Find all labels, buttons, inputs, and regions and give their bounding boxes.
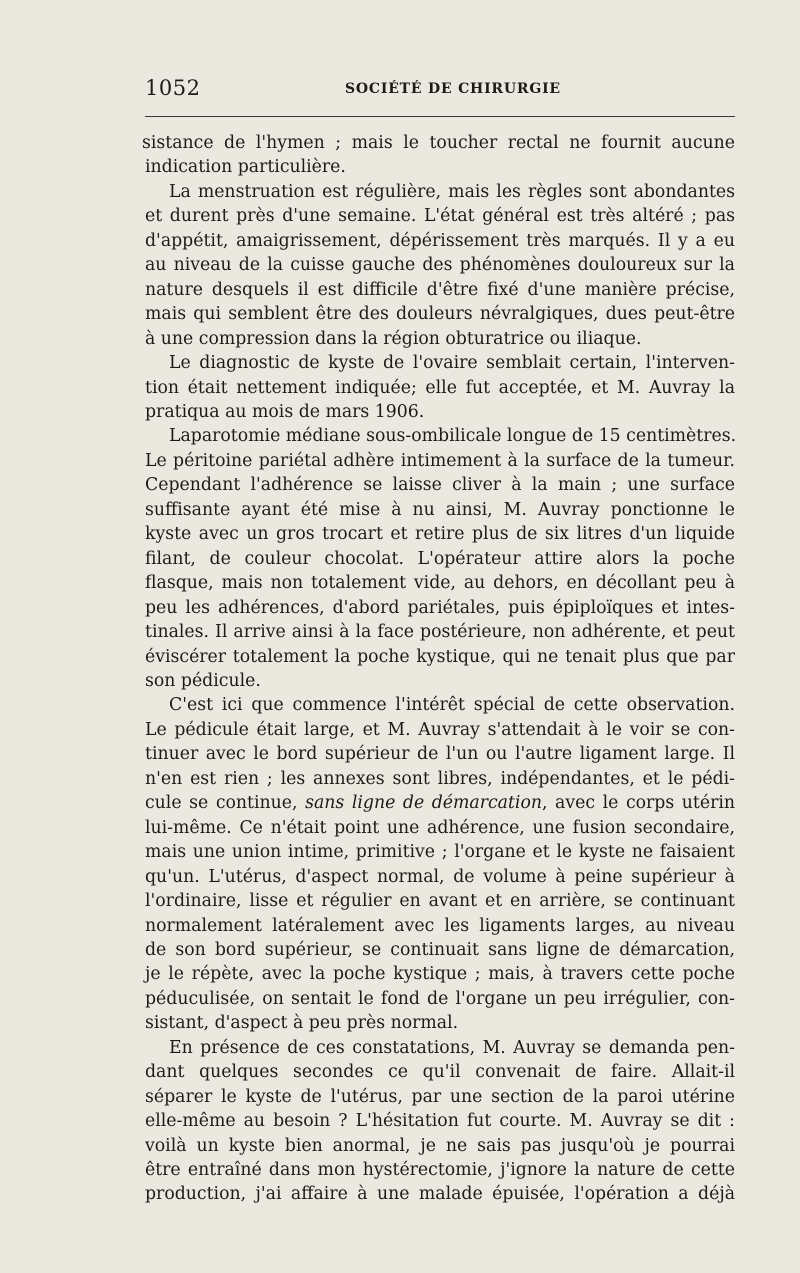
body-text	[142, 131, 737, 1207]
header-rule	[145, 116, 735, 117]
text-line: suffisante ayant été mise à nu ainsi, M. Auvray ponctionne le	[145, 499, 735, 520]
text-line: éviscérer totalement la poche kystique, qui ne tenait plus que par	[145, 646, 735, 667]
text-line: normalement latéralement avec les ligaments larges, au niveau	[145, 915, 735, 936]
text-line: tinuer avec le bord supérieur de l'un ou l'autre ligament large. Il	[145, 744, 735, 765]
page-number: 1052	[145, 76, 201, 100]
text-line: voilà un kyste bien anormal, je ne sais pas jusqu'où je pourrai	[145, 1135, 735, 1156]
text-line: dant quelques secondes ce qu'il convenait de faire. Allait-il	[145, 1062, 735, 1083]
text-line: au niveau de la cuisse gauche des phénomènes douloureux sur la	[145, 255, 735, 276]
text-line: En présence de ces constatations, M. Auvray se demanda pen-	[169, 1037, 735, 1058]
text-line: Le pédicule était large, et M. Auvray s'attendait à le voir se con-	[145, 719, 735, 740]
text-line: Le péritoine pariétal adhère intimement à la surface de la tumeur.	[145, 450, 735, 471]
text-line: filant, de couleur chocolat. L'opérateur attire alors la poche	[145, 548, 735, 569]
text-line: je le répète, avec la poche kystique ; mais, à travers cette poche	[145, 964, 735, 985]
text-line: elle-même au besoin ? L'hésitation fut courte. M. Auvray se dit :	[145, 1111, 735, 1132]
running-head: SOCIÉTÉ DE CHIRURGIE	[345, 81, 561, 97]
text-line: séparer le kyste de l'utérus, par une section de la paroi utérine	[145, 1086, 735, 1107]
text-line: d'appétit, amaigrissement, dépérissement très marqués. Il y a eu	[145, 230, 735, 251]
text-line: mais une union intime, primitive ; l'organe et le kyste ne faisaient	[145, 842, 735, 863]
text-line: être entraîné dans mon hystérectomie, j'ignore la nature de cette	[145, 1160, 735, 1181]
text-line: qu'un. L'utérus, d'aspect normal, de volume à peine supérieur à	[145, 866, 735, 887]
text-line: n'en est rien ; les annexes sont libres, indépendantes, et le pédi-	[145, 768, 735, 789]
text-line: tion était nettement indiquée; elle fut acceptée, et M. Auvray la	[145, 377, 735, 398]
text-line: l'ordinaire, lisse et régulier en avant et en arrière, se continuant	[145, 891, 735, 912]
text-line: kyste avec un gros trocart et retire plus de six litres d'un liquide	[145, 524, 735, 545]
text-line: production, j'ai affaire à une malade épuisée, l'opération a déjà	[145, 1184, 735, 1205]
text-line: sistant, d'aspect à peu près normal.	[145, 1013, 459, 1034]
text-line: La menstruation est régulière, mais les règles sont abondantes	[169, 181, 735, 202]
page-header	[145, 76, 735, 102]
text-line: Cependant l'adhérence se laisse cliver à la main ; une surface	[145, 475, 735, 496]
text-segment: cule se continue,	[145, 793, 298, 814]
text-line: péduculisée, on sentait le fond de l'organe un peu irrégulier, con-	[145, 988, 735, 1009]
text-line: nature desquels il est difficile d'être fixé d'une manière précise,	[145, 279, 735, 300]
text-line: pratiqua au mois de mars 1906.	[145, 401, 425, 422]
text-line: indication particulière.	[145, 157, 346, 178]
text-line: à une compression dans la région obturatrice ou iliaque.	[145, 328, 642, 349]
text-line: son pédicule.	[145, 670, 261, 691]
italic-phrase: sans ligne de démarcation	[305, 793, 542, 814]
text-line: tinales. Il arrive ainsi à la face postérieure, non adhérente, et peut	[145, 622, 735, 643]
text-line: sistance de l'hymen ; mais le toucher rectal ne fournit aucune	[142, 133, 735, 153]
text-line: mais qui semblent être des douleurs névralgiques, dues peut-être	[145, 304, 735, 325]
text-line: lui-même. Ce n'était point une adhérence, une fusion secondaire,	[145, 817, 735, 838]
text-segment: , avec le corps utérin	[541, 793, 736, 814]
text-line: et durent près d'une semaine. L'état général est très altéré ; pas	[145, 206, 735, 227]
text-line: C'est ici que commence l'intérêt spécial de cette observation.	[169, 695, 735, 716]
text-line: Laparotomie médiane sous-ombilicale longue de 15 centimètres.	[169, 426, 737, 447]
text-line-mixed	[145, 791, 735, 815]
text-line: flasque, mais non totalement vide, au dehors, en décollant peu à	[145, 573, 735, 594]
text-line: peu les adhérences, d'abord pariétales, puis épiploïques et intes-	[145, 597, 735, 618]
text-line: de son bord supérieur, se continuait sans ligne de démarcation,	[145, 939, 735, 960]
text-line: Le diagnostic de kyste de l'ovaire semblait certain, l'interven-	[169, 353, 735, 374]
